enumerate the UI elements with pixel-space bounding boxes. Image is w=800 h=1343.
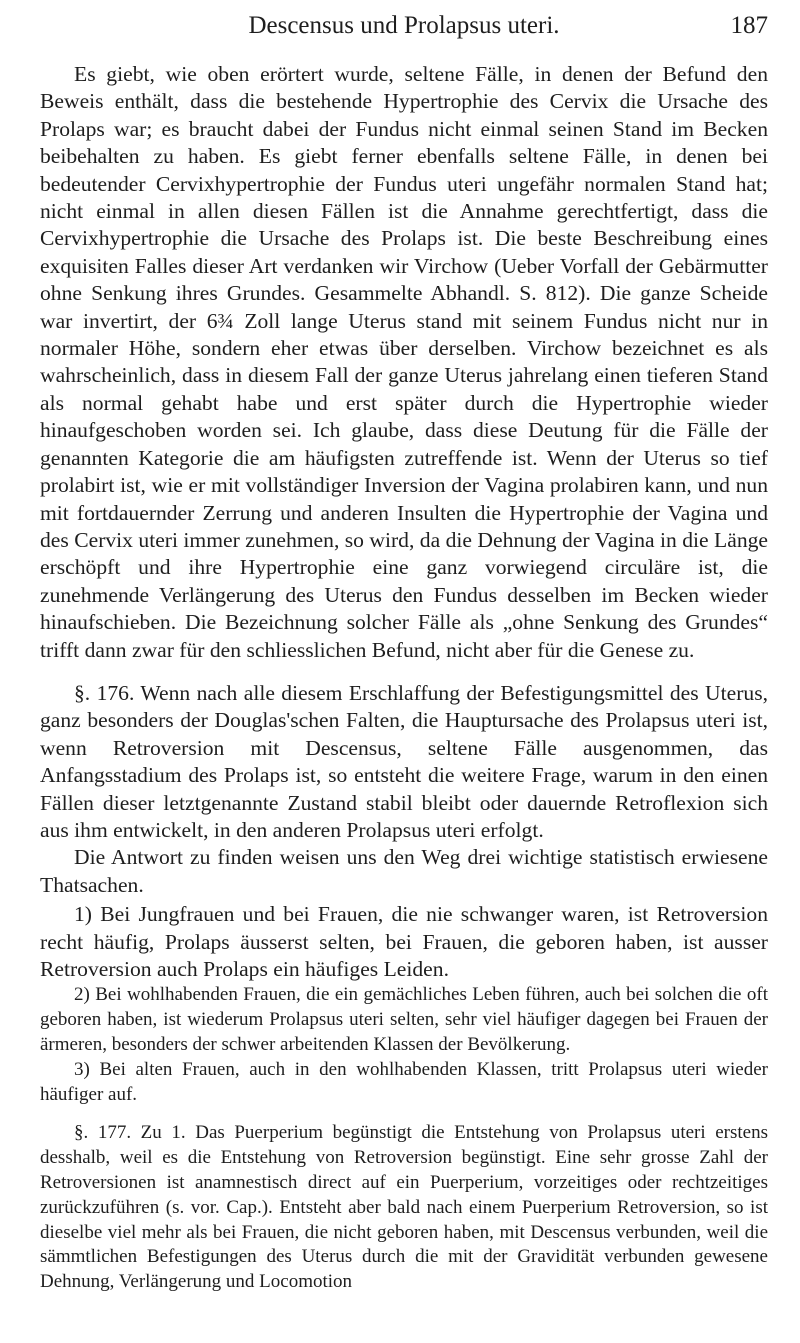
paragraph-section-176: §. 176. Wenn nach alle diesem Erschlaffung der Befestigungsmittel des Uterus, ganz besonders der Douglas'schen Falten, die Hauptursache des Prolapsus uteri ist, wenn Retroversion mit Descensus, seltene Fälle ausgenommen, das Anfangsstadium des Prolaps ist, so entsteht die weitere Frage, warum in den einen Fällen dieser letztgenannte Zustand stabil bleibt oder dauernde Retroflexion sich aus ihm entwickelt, in den anderen Prolapsus uteri erfolgt. xyxy=(40,680,768,842)
small-print-block xyxy=(40,983,768,1295)
paragraph-cervix-hypertrophy: Es giebt, wie oben erörtert wurde, seltene Fälle, in denen der Befund den Beweis enthält, dass die bestehende Hypertrophie des Cervix die Ursache des Prolaps war; es braucht dabei der Fundus nicht einmal seinen Stand im Becken beibehalten zu haben. Es giebt ferner ebenfalls seltene Fälle, in denen bei bedeutender Cervixhypertrophie der Fundus uteri ungefähr normalen Stand hat; nicht einmal in allen diesen Fällen ist die Annahme gerechtfertigt, dass die Cervixhypertrophie die Ursache des Prolaps ist. Die beste Beschreibung eines exquisiten Falles dieser Art verdanken wir Virchow (Ueber Vorfall der Gebärmutter ohne Senkung ihres Grundes. Gesammelte Abhandl. S. 812). Die ganze Scheide war invertirt, der 6¾ Zoll lange Uterus stand mit seinem Fundus nicht nur in normaler Höhe, sondern eher etwas über derselben. Virchow bezeichnet es als wahrscheinlich, dass in diesem Fall der ganze Uterus jahrelang einen tieferen Stand als normal gehabt habe und erst später durch die Hypertrophie wieder hinaufgeschoben worden sei. Ich glaube, dass diese Deutung für die Fälle der genannten Kategorie die am häufigsten zutreffende ist. Wenn der Uterus so tief prolabirt ist, wie er mit vollständiger Inversion der Vagina prolabiren kann, und nun mit fortdauernder Zerrung und anderen Insulten die Hypertrophie der Vagina und des Cervix uteri immer zunehmen, so wird, da die Dehnung der Vagina in die Länge erschöpft und ihre Hypertrophie eine ganz vorwiegend circuläre ist, die zunehmende Verlängerung des Uterus den Fundus desselben im Becken wieder hinaufschieben. Die Bezeichnung solcher Fälle als „ohne Senkung des Grundes“ trifft dann zwar für den schliesslichen Befund, nicht aber für die Genese zu. xyxy=(40,62,768,662)
running-header xyxy=(40,8,768,44)
paragraph-answer-intro: Die Antwort zu finden weisen uns den Weg drei wichtige statistisch erwiesene Thatsachen. xyxy=(40,845,768,897)
paragraph-section-177: §. 177. Zu 1. Das Puerperium begünstigt die Entstehung von Prolapsus uteri erstens desshalb, weil es die Entstehung von Retroversion begünstigt. Eine sehr grosse Zahl der Retroversionen ist anamnestisch direct auf ein Puerperium, vorzeitiges oder rechtzeitiges zurückzuführen (s. vor. Cap.). Entsteht aber bald nach einem Puerperium Retroversion, so ist dieselbe viel mehr als bei Frauen, die nicht geboren haben, mit Descensus verbunden, weil die sämmtlichen Befestigungen des Uterus durch die mit der Gravidität verbunden gewesene Dehnung, Verlängerung und Locomotion xyxy=(40,1122,768,1293)
list-item-2: 2) Bei wohlhabenden Frauen, die ein gemächliches Leben führen, auch bei solchen die oft geboren haben, ist wiederum Prolapsus uteri selten, sehr viel häufiger dagegen bei Frauen der ärmeren, besonders der schwer arbeitenden Klassen der Bevölkerung. xyxy=(40,984,768,1055)
list-item-3: 3) Bei alten Frauen, auch in den wohlhabenden Klassen, tritt Prolapsus uteri wieder häufiger auf. xyxy=(40,1058,768,1105)
page-number: 187 xyxy=(730,12,768,39)
list-item-1: 1) Bei Jungfrauen und bei Frauen, die nie schwanger waren, ist Retroversion recht häufig, Prolaps äusserst selten, bei Frauen, die geboren haben, ist ausser Retroversion auch Prolaps ein häufiges Leiden. xyxy=(40,902,768,981)
running-title: Descensus und Prolapsus uteri. xyxy=(248,12,560,39)
page-body xyxy=(40,61,768,1295)
